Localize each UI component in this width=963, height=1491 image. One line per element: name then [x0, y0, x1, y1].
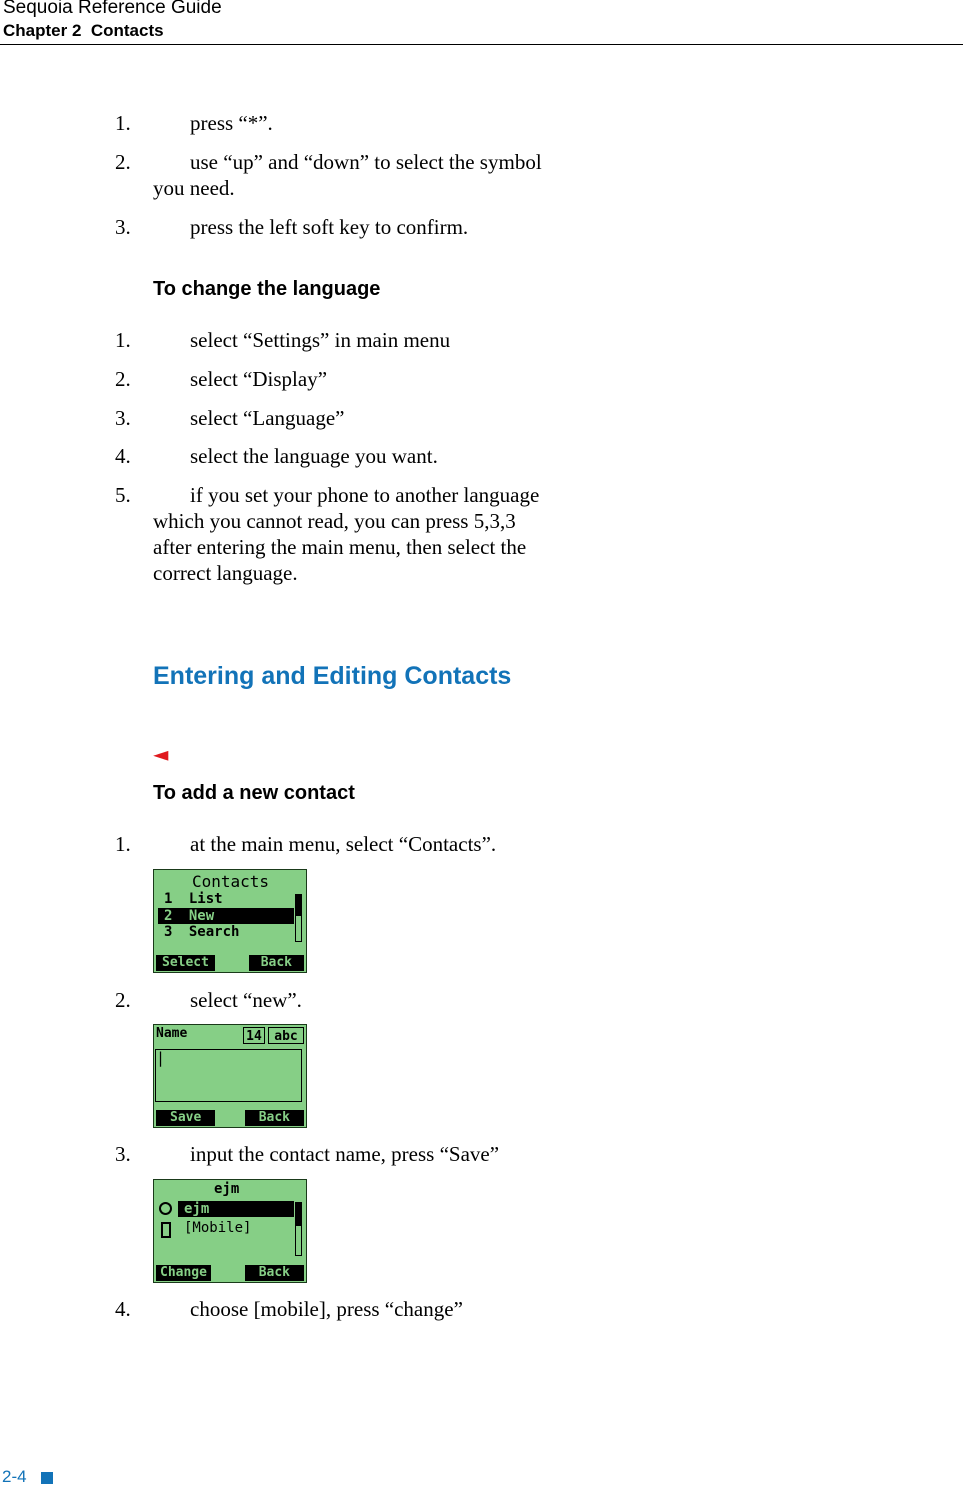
add-step-3	[115, 1141, 545, 1167]
step-number: 4.	[115, 444, 131, 468]
step-text: select “Display”	[190, 367, 328, 391]
char-count: 14	[243, 1027, 265, 1044]
language-step-5	[115, 482, 545, 586]
header-title: Sequoia Reference Guide	[3, 0, 222, 18]
step-text: press “*”.	[190, 111, 273, 135]
symbol-step-3	[115, 214, 545, 240]
page-number: 2-4	[2, 1467, 27, 1486]
softkey-save: Save	[156, 1110, 215, 1126]
menu-item-label: List	[188, 891, 223, 907]
softkey-bar	[154, 1110, 306, 1127]
add-step-1	[115, 831, 545, 857]
softkey-back: Back	[245, 1265, 304, 1281]
language-step-1	[115, 327, 545, 353]
softkey-change: Change	[156, 1265, 211, 1281]
step-number: 1.	[115, 832, 131, 856]
person-icon	[159, 1202, 172, 1215]
menu-item-new	[158, 908, 294, 924]
step-number: 3.	[115, 1142, 131, 1166]
symbol-step-2	[115, 149, 545, 201]
menu-item-label: Search	[188, 924, 240, 940]
step-text: select “Language”	[190, 406, 345, 430]
softkey-back: Back	[249, 955, 304, 971]
step-number: 4.	[115, 1297, 131, 1321]
step-number: 2.	[115, 150, 131, 174]
step-text: select the language you want.	[190, 444, 438, 468]
phone-screen-contact-entry	[153, 1179, 307, 1283]
step-number: 3.	[115, 406, 131, 430]
step-number: 5.	[115, 483, 131, 507]
phone-screen-contacts-menu	[153, 869, 307, 973]
section-title: Entering and Editing Contacts	[153, 662, 512, 690]
mobile-phone-icon	[161, 1222, 171, 1238]
add-step-4	[115, 1296, 545, 1322]
header-chapter: Chapter 2 Contacts	[3, 21, 164, 40]
phone-screen-name-entry	[153, 1024, 307, 1128]
screen-title: Contacts	[192, 872, 270, 891]
step-number: 1.	[115, 328, 131, 352]
footer-square-icon	[41, 1472, 53, 1484]
step-text: input the contact name, press “Save”	[190, 1142, 500, 1166]
softkey-select: Select	[156, 955, 215, 971]
menu-item-number: 2	[164, 908, 173, 924]
step-text: use “up” and “down” to select the symbol you need.	[153, 150, 542, 200]
step-number: 1.	[115, 111, 131, 135]
step-text: select “Settings” in main menu	[190, 328, 451, 352]
menu-item-label: New	[188, 908, 215, 924]
language-step-3	[115, 405, 545, 431]
language-step-2	[115, 366, 545, 392]
add-step-2	[115, 987, 545, 1013]
input-mode: abc	[268, 1027, 304, 1044]
step-number: 3.	[115, 215, 131, 239]
language-heading: To change the language	[153, 278, 381, 300]
step-text: if you set your phone to another language which you cannot read, you can press 5,3,3 after entering the main menu, then select the correct language.	[153, 483, 540, 585]
menu-item-search	[164, 924, 294, 940]
step-number: 2.	[115, 367, 131, 391]
softkey-bar	[154, 955, 306, 972]
screen-title: ejm	[214, 1181, 240, 1197]
step-text: press the left soft key to confirm.	[190, 215, 469, 239]
menu-item-list	[164, 891, 294, 907]
number-type-row: [Mobile]	[184, 1220, 252, 1236]
scrollbar-thumb	[296, 1203, 301, 1226]
step-text: at the main menu, select “Contacts”.	[190, 832, 497, 856]
scrollbar-thumb	[296, 895, 301, 916]
softkey-bar	[154, 1265, 306, 1282]
softkey-back: Back	[245, 1110, 304, 1126]
language-step-4	[115, 443, 545, 469]
text-cursor: |	[156, 1049, 166, 1067]
menu-item-number: 3	[164, 924, 173, 940]
add-contact-heading: To add a new contact	[153, 782, 355, 804]
menu-item-number: 1	[164, 891, 173, 907]
step-text: select “new”.	[190, 988, 302, 1012]
red-arrow-icon: ◄	[153, 742, 169, 766]
name-input-area	[155, 1049, 302, 1102]
step-number: 2.	[115, 988, 131, 1012]
selected-name-row: ejm	[178, 1201, 294, 1217]
scrollbar	[295, 1202, 302, 1256]
header-rule	[0, 44, 963, 45]
step-text: choose [mobile], press “change”	[190, 1297, 463, 1321]
symbol-step-1	[115, 110, 545, 136]
scrollbar	[295, 894, 302, 942]
name-label: Name	[156, 1026, 188, 1041]
